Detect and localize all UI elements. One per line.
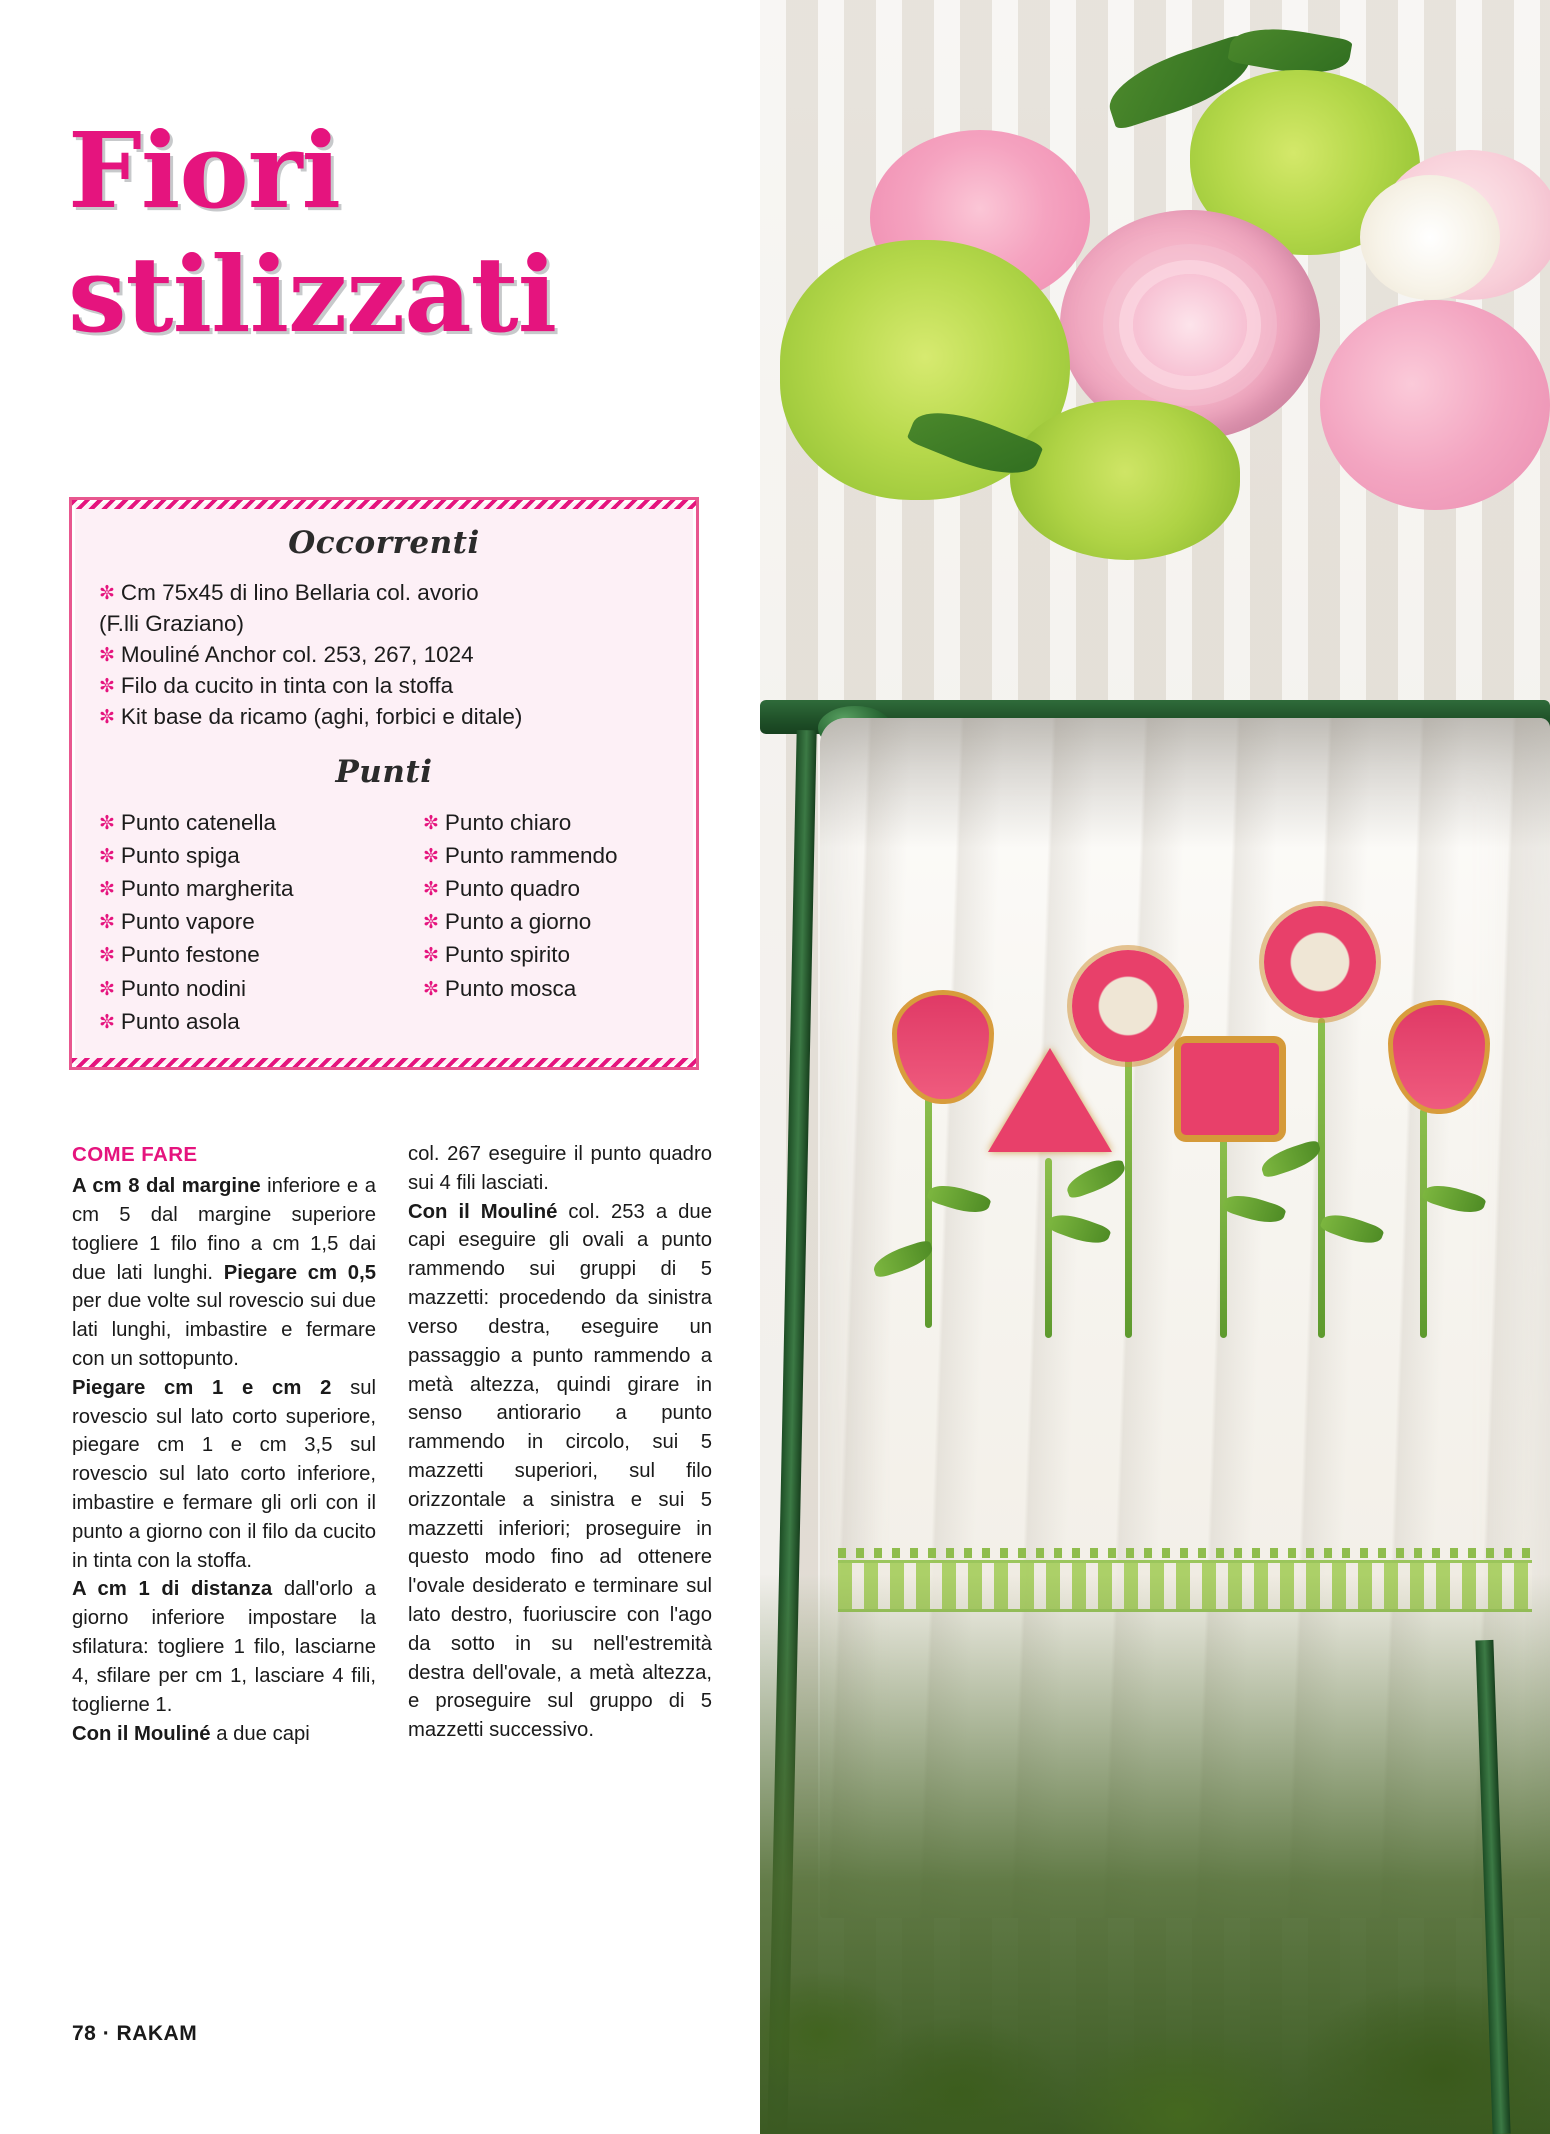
- stitch-b-4: Punto spirito: [444, 942, 570, 968]
- stitch-a-5: Punto nodini: [120, 975, 247, 1001]
- asterisk-icon: ✼: [99, 813, 115, 835]
- towel-top-shadow: [820, 718, 1550, 848]
- instructions-heading: COME FARE: [72, 1143, 198, 1166]
- stitch-b-3: Punto a giorno: [444, 909, 592, 935]
- stitch-a-6: Punto asola: [120, 1008, 240, 1034]
- paragraph-text: inferiore e a cm 5 dal margine superiore togliere 1 filo fino a cm 1,5 dai due lati lunghi.: [72, 1175, 376, 1284]
- list-item: [99, 839, 389, 872]
- list-item: [423, 905, 618, 938]
- materials-list: [99, 577, 669, 732]
- bold-lead-in: A cm 1 di distanza: [72, 1578, 273, 1601]
- embroidery-stem: [1420, 1108, 1427, 1338]
- paragraph-text: dall'orlo a giorno inferiore impostare la sfilatura: togliere 1 filo, lasciarne 4, sfilare per cm 1, lasciare 4 fili, toglierne 1.: [72, 1578, 376, 1716]
- bold-lead-in: Piegare cm 1 e cm 2: [72, 1376, 332, 1399]
- title-line-1: Fiori: [68, 109, 341, 232]
- asterisk-icon: ✼: [423, 978, 439, 1000]
- embroidery-triangle-flower: [988, 1048, 1112, 1152]
- list-item-continuation: [99, 608, 669, 639]
- bold-lead-in: Piegare cm 0,5: [223, 1261, 376, 1284]
- list-item: [99, 1005, 389, 1038]
- paragraph: [72, 1172, 376, 1374]
- paragraph-text: col. 267 eseguire il punto quadro sui 4 fili lasciati.: [408, 1143, 712, 1194]
- asterisk-icon: ✼: [99, 676, 115, 698]
- title-line-2: stilizzati: [68, 232, 557, 356]
- paragraph-text: sul rovescio sul lato corto superiore, piegare cm 1 e cm 3,5 sul rovescio sul lato corto inferiore, imbastire e fermare gli orli con il punto a giorno con il filo da cucito in tinta con la stoffa.: [72, 1376, 377, 1572]
- list-item: [423, 839, 618, 872]
- list-item: [99, 972, 389, 1005]
- paragraph-text: per due volte sul rovescio sui due lati lunghi, imbastire e fermare con un sottopunto.: [72, 1290, 376, 1370]
- stitches-lists: [99, 806, 669, 1037]
- embroidery-circle-flower: [1072, 950, 1184, 1062]
- asterisk-icon: ✼: [99, 879, 115, 901]
- instructions-column-2: [408, 1140, 712, 1748]
- paragraph: [72, 1374, 376, 1576]
- bold-lead-in: Con il Mouliné: [72, 1722, 211, 1745]
- asterisk-icon: ✼: [99, 583, 115, 604]
- footer-separator: ·: [102, 2022, 111, 2045]
- footer-magazine-name: RAKAM: [116, 2022, 198, 2045]
- stitch-a-3: Punto vapore: [120, 909, 255, 935]
- list-item: [423, 938, 618, 971]
- paragraph: [408, 1140, 712, 1198]
- instructions-body: [72, 1140, 712, 1748]
- materials-item-1: Mouliné Anchor col. 253, 267, 1024: [120, 642, 474, 668]
- stitch-a-0: Punto catenella: [120, 810, 277, 836]
- list-item: [99, 639, 669, 670]
- page-title: [68, 109, 728, 356]
- list-item: [423, 972, 618, 1005]
- paragraph: [72, 1575, 376, 1719]
- embroidery-circle-flower: [1264, 906, 1376, 1018]
- materials-item-0: Cm 75x45 di lino Bellaria col. avorio: [120, 580, 479, 605]
- asterisk-icon: ✼: [99, 912, 115, 934]
- flower-bouquet: [760, 0, 1550, 720]
- embroidery-stem: [1045, 1158, 1052, 1338]
- asterisk-icon: ✼: [99, 1011, 115, 1033]
- paragraph-text: a due capi: [210, 1722, 310, 1745]
- embroidery-hem-dots: [838, 1548, 1532, 1558]
- asterisk-icon: ✼: [423, 846, 439, 868]
- asterisk-icon: ✼: [423, 879, 439, 901]
- stitch-b-2: Punto quadro: [444, 876, 581, 902]
- asterisk-icon: ✼: [99, 707, 115, 729]
- footer-page-number: 78: [72, 2022, 97, 2045]
- list-item: [99, 670, 669, 701]
- embroidery-stem: [1125, 1058, 1132, 1338]
- embroidery-stem: [1318, 1018, 1325, 1338]
- foreground-greenery: [760, 1574, 1550, 2134]
- list-item: [423, 806, 618, 839]
- paragraph-text: col. 253 a due capi eseguire gli ovali a punto rammendo sui gruppi di 5 mazzetti: procedendo da sinistra verso destra, eseguire un passaggio a punto rammendo a metà altezza, quindi girare in senso antiorario a punto rammendo in circolo, sui 5 mazzetti superiori, sul filo orizzontale a sinistra e sui 5 mazzetti inferiori; proseguire in questo modo fino ad ottenere l'ovale desiderato e terminare sul lato destro, fuoriuscire con l'ago da sotto in su nell'estremità destra dell'ovale, a metà altezza, e proseguire sul gruppo di 5 mazzetti successivo.: [408, 1200, 712, 1742]
- materials-item-2: Filo da cucito in tinta con la stoffa: [120, 673, 454, 699]
- bold-lead-in: Con il Mouliné: [408, 1200, 558, 1223]
- asterisk-icon: ✼: [423, 912, 439, 934]
- embroidery-square-flower: [1174, 1036, 1286, 1142]
- paragraph: [72, 1720, 376, 1749]
- stitch-b-1: Punto rammendo: [444, 843, 618, 869]
- stitch-a-1: Punto spiga: [120, 843, 240, 869]
- bold-lead-in: A cm 8 dal margine: [72, 1175, 261, 1198]
- stitch-a-2: Punto margherita: [120, 876, 294, 902]
- asterisk-icon: ✼: [99, 846, 115, 868]
- list-item: [99, 938, 389, 971]
- stitch-a-4: Punto festone: [120, 942, 260, 968]
- list-item: [99, 905, 389, 938]
- white-ranunculus: [1360, 175, 1500, 300]
- pink-peony-right: [1320, 300, 1550, 510]
- asterisk-icon: ✼: [423, 813, 439, 835]
- asterisk-icon: ✼: [99, 945, 115, 967]
- materials-item-0-continuation: (F.lli Graziano): [99, 611, 245, 637]
- paragraph: [408, 1198, 712, 1745]
- materials-box: [72, 500, 696, 1067]
- page-footer: [72, 2022, 197, 2046]
- list-item: [99, 806, 389, 839]
- stitch-b-5: Punto mosca: [444, 975, 577, 1001]
- list-item: [99, 577, 669, 608]
- embroidery-stem: [925, 1088, 932, 1328]
- embroidery-stem: [1220, 1138, 1227, 1338]
- green-viburnum: [1010, 400, 1240, 560]
- photo-embroidered-towel: [760, 0, 1550, 2134]
- stitches-column-a: [99, 806, 389, 1037]
- asterisk-icon: ✼: [99, 978, 115, 1000]
- asterisk-icon: ✼: [423, 945, 439, 967]
- materials-heading: Occorrenti: [288, 525, 480, 561]
- instructions-column-1: [72, 1140, 376, 1748]
- stitches-column-b: [423, 806, 618, 1037]
- asterisk-icon: ✼: [99, 645, 115, 667]
- stitch-b-0: Punto chiaro: [444, 810, 572, 836]
- list-item: [423, 872, 618, 905]
- article-left-column: [0, 0, 760, 2134]
- list-item: [99, 701, 669, 732]
- stitches-heading: Punti: [335, 754, 433, 791]
- list-item: [99, 872, 389, 905]
- materials-item-3: Kit base da ricamo (aghi, forbici e ditale): [120, 704, 523, 730]
